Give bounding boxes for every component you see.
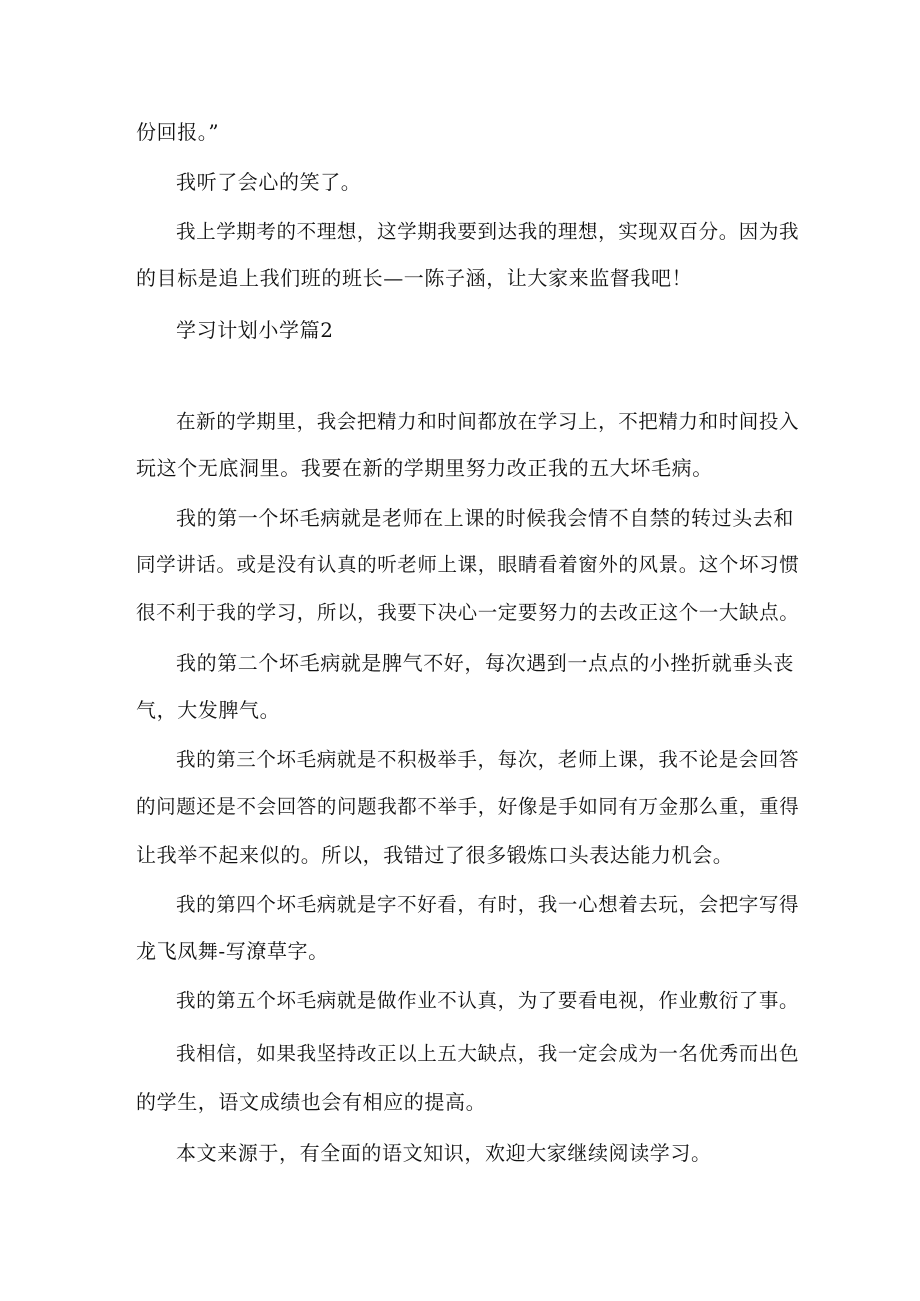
text-line: 的目标是追上我们班的班长—一陈子涵，让大家来监督我吧！ (136, 266, 693, 290)
text-line: 我的第三个坏毛病就是不积极举手，每次，老师上课，我不论是会回答 (176, 748, 800, 771)
text-line: 龙飞凤舞-写潦草字。 (136, 939, 329, 963)
text-line: 同学讲话。或是没有认真的听老师上课，眼睛看着窗外的风景。这个坏习惯 (136, 553, 800, 576)
text-line: 气，大发脾气。 (136, 698, 281, 722)
text-line: 本文来源于，有全面的语文知识，欢迎大家继续阅读学习。 (176, 1141, 712, 1165)
text-line: 在新的学期里，我会把精力和时间都放在学习上，不把精力和时间投入 (176, 410, 800, 433)
text-line: 我相信，如果我坚持改正以上五大缺点，我一定会成为一名优秀而出色 (176, 1042, 800, 1065)
text-line: 的问题还是不会回答的问题我都不举手，好像是手如同有万金那么重，重得 (136, 795, 800, 818)
text-line: 我听了会心的笑了。 (176, 170, 362, 194)
text-line: 我的第五个坏毛病就是做作业不认真，为了要看电视，作业敷衍了事。 (176, 989, 800, 1012)
text-line: 份回报。” (136, 120, 220, 144)
text-line: 我的第四个坏毛病就是字不好看，有时，我一心想着去玩，会把字写得 (176, 893, 800, 916)
text-line: 的学生，语文成绩也会有相应的提高。 (136, 1090, 487, 1114)
text-line: 我的第一个坏毛病就是老师在上课的时候我会情不自禁的转过头去和 (176, 506, 794, 530)
text-line: 我的第二个坏毛病就是脾气不好，每次遇到一点点的小挫折就垂头丧 (176, 651, 794, 675)
text-line: 让我举不起来似的。所以，我错过了很多锻炼口头表达能力机会。 (136, 843, 734, 867)
section-heading: 学习计划小学篇2 (176, 318, 334, 342)
text-line: 很不利于我的学习，所以，我要下决心一定要努力的去改正这个一大缺点。 (136, 601, 800, 624)
text-line: 玩这个无底洞里。我要在新的学期里努力改正我的五大坏毛病。 (136, 456, 713, 480)
text-line: 我上学期考的不理想，这学期我要到达我的理想，实现双百分。因为我 (176, 220, 800, 243)
